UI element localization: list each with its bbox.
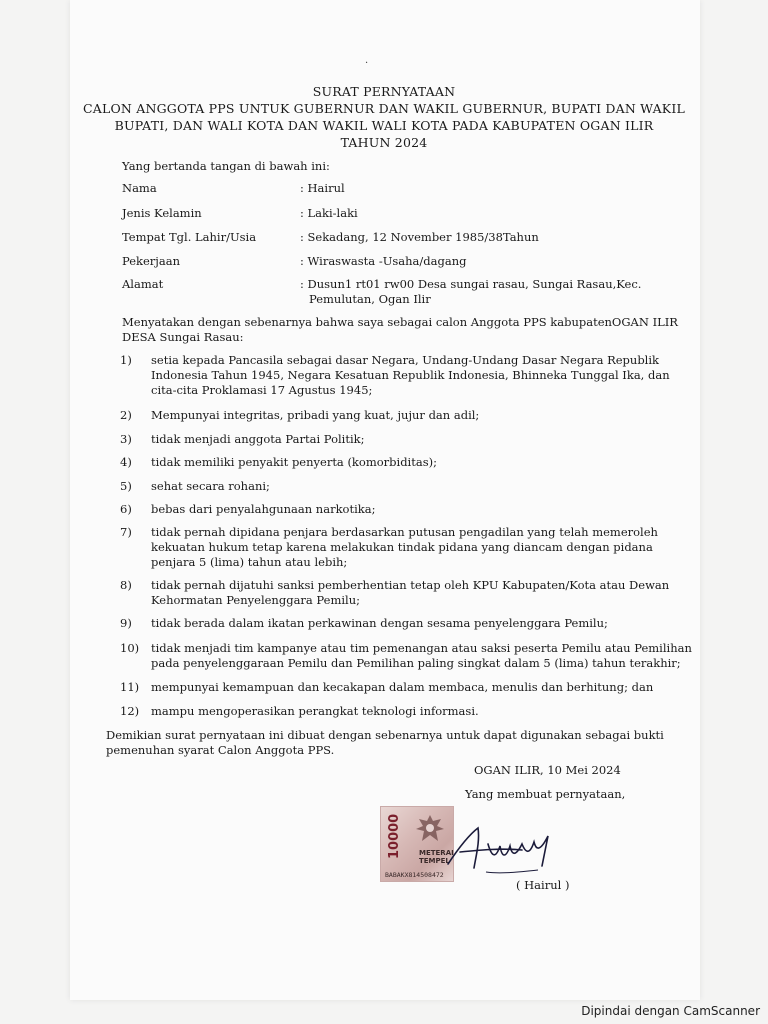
item-number: 8): [120, 578, 132, 592]
closing-line-1: Demikian surat pernyataan ini dibuat dengan sebenarnya untuk dapat digunakan sebagai bukti: [106, 728, 664, 742]
item-number: 9): [120, 616, 132, 630]
item-text-line: cita-cita Proklamasi 17 Agustus 1945;: [151, 383, 373, 397]
item-number: 11): [120, 680, 140, 694]
stamp-label-2: TEMPEL: [419, 857, 450, 865]
item-text-line: tidak menjadi anggota Partai Politik;: [151, 432, 365, 446]
item-text-line: tidak memiliki penyakit penyerta (komorbiditas);: [151, 455, 437, 469]
field-label-nama: Nama: [122, 181, 157, 195]
item-number: 2): [120, 408, 132, 422]
item-text-line: tidak pernah dipidana penjara berdasarkan putusan pengadilan yang telah memeroleh: [151, 525, 658, 539]
stamp-label-1: METERAI: [419, 849, 454, 857]
item-text-line: bebas dari penyalahgunaan narkotika;: [151, 502, 376, 516]
title-line-1: SURAT PERNYATAAN: [312, 84, 456, 99]
item-text-line: sehat secara rohani;: [151, 479, 270, 493]
place-date: OGAN ILIR, 10 Mei 2024: [474, 763, 621, 777]
item-text-line: penjara 5 (lima) tahun atau lebih;: [151, 555, 348, 569]
scan-speck: ·: [365, 58, 369, 69]
stamp-serial: BABAKX814508472: [385, 871, 444, 879]
item-number: 10): [120, 641, 140, 655]
statement-line-1: Menyatakan dengan sebenarnya bahwa saya sebagai calon Anggota PPS kabupatenOGAN ILIR: [122, 315, 678, 329]
statement-line-2: DESA Sungai Rasau:: [122, 330, 244, 344]
field-value-alamat-line-2: Pemulutan, Ogan Ilir: [309, 292, 431, 306]
item-number: 7): [120, 525, 132, 539]
closing-line-2: pemenuhan syarat Calon Anggota PPS.: [106, 743, 335, 757]
title-line-3: BUPATI, DAN WALI KOTA DAN WAKIL WALI KOTA PADA KABUPATEN OGAN ILIR: [114, 118, 654, 133]
intro-text: Yang bertanda tangan di bawah ini:: [122, 159, 330, 173]
camscanner-watermark: Dipindai dengan CamScanner: [581, 1004, 760, 1018]
item-text-line: tidak berada dalam ikatan perkawinan dengan sesama penyelenggara Pemilu;: [151, 616, 608, 630]
item-number: 1): [120, 353, 132, 367]
field-label-jenis-kelamin: Jenis Kelamin: [122, 206, 202, 220]
field-value-nama: : Hairul: [300, 181, 345, 195]
item-number: 12): [120, 704, 140, 718]
item-text-line: mempunyai kemampuan dan kecakapan dalam membaca, menulis dan berhitung; dan: [151, 680, 654, 694]
item-text-line: Kehormatan Penyelenggara Pemilu;: [151, 593, 360, 607]
field-value-jenis-kelamin: : Laki-laki: [300, 206, 358, 220]
item-number: 4): [120, 455, 132, 469]
item-text-line: Mempunyai integritas, pribadi yang kuat, jujur dan adil;: [151, 408, 480, 422]
item-number: 5): [120, 479, 132, 493]
stamp-value: 10000: [387, 813, 402, 859]
field-label-ttl: Tempat Tgl. Lahir/Usia: [122, 230, 257, 244]
field-label-pekerjaan: Pekerjaan: [122, 254, 180, 268]
title-line-4: TAHUN 2024: [340, 135, 428, 150]
maker-label: Yang membuat pernyataan,: [465, 787, 626, 801]
field-value-alamat: : Dusun1 rt01 rw00 Desa sungai rasau, Sungai Rasau,Kec.: [300, 277, 642, 291]
item-text-line: kekuatan hukum tetap karena melakukan tindak pidana yang diancam dengan pidana: [151, 540, 653, 554]
item-text-line: pada penyelenggaraan Pemilu dan Pemilihan paling singkat dalam 5 (lima) tahun terakhir;: [151, 656, 681, 670]
field-value-ttl: : Sekadang, 12 November 1985/38Tahun: [300, 230, 539, 244]
title-line-2: CALON ANGGOTA PPS UNTUK GUBERNUR DAN WAKIL GUBERNUR, BUPATI DAN WAKIL: [82, 101, 685, 116]
item-text-line: Indonesia Tahun 1945, Negara Kesatuan Republik Indonesia, Bhinneka Tunggal Ika, dan: [151, 368, 670, 382]
item-number: 3): [120, 432, 132, 446]
handwritten-signature: [430, 806, 580, 886]
field-label-alamat: Alamat: [122, 277, 164, 291]
item-text-line: tidak menjadi tim kampanye atau tim pemenangan atau saksi peserta Pemilu atau Pemilihan: [151, 641, 692, 655]
item-text-line: tidak pernah dijatuhi sanksi pemberhentian tetap oleh KPU Kabupaten/Kota atau Dewan: [151, 578, 670, 592]
field-value-pekerjaan: : Wiraswasta -Usaha/dagang: [300, 254, 467, 268]
item-number: 6): [120, 502, 132, 516]
item-text-line: setia kepada Pancasila sebagai dasar Negara, Undang-Undang Dasar Negara Republik: [151, 353, 659, 367]
signatory-name: ( Hairul ): [516, 878, 570, 892]
item-text-line: mampu mengoperasikan perangkat teknologi informasi.: [151, 704, 479, 718]
